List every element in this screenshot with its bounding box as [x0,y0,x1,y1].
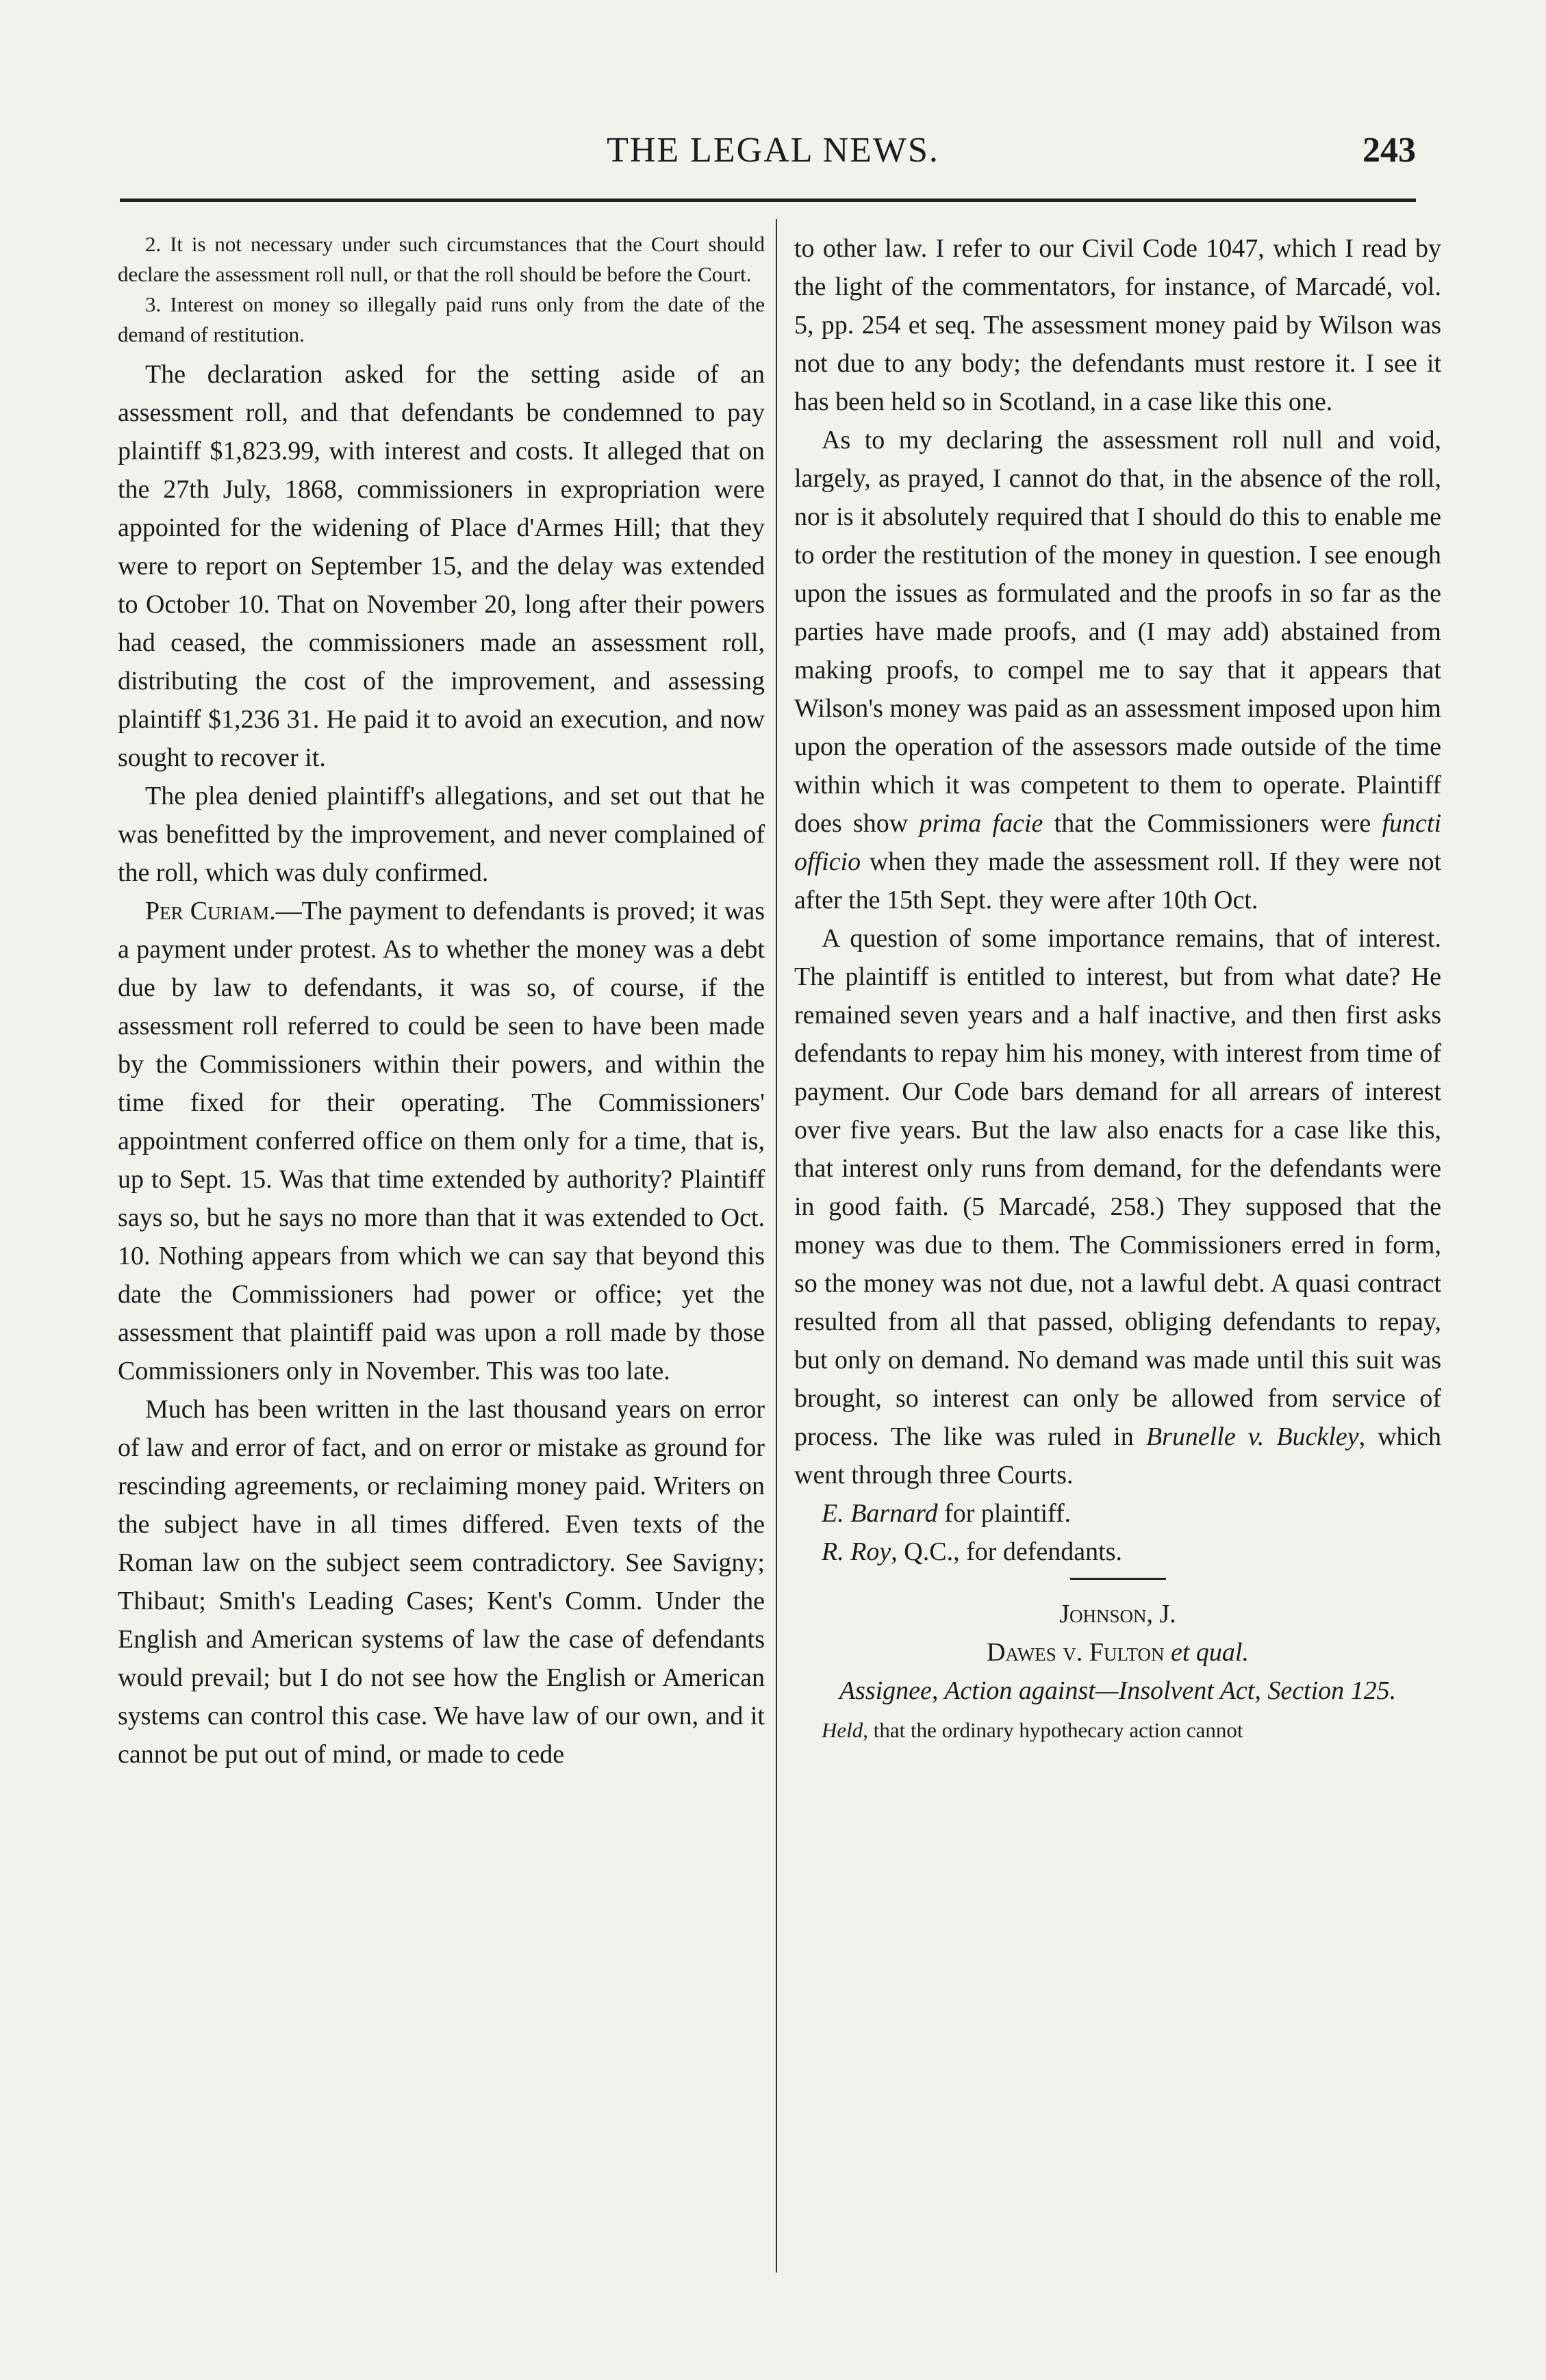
held-text: , that the ordinary hypothecary action cannot [863,1718,1243,1742]
left-column [118,229,765,1774]
case-qualifier: et qual. [1164,1638,1249,1667]
per-curiam-label: Per Curiam. [145,897,276,925]
counsel-defendants [794,1533,1441,1571]
holding-2: 2. It is not necessary under such circumstances that the Court should declare the assessment roll null, or that the roll should be before the Court. [118,232,765,286]
page-number: 243 [1363,131,1416,170]
judge-name: Johnson, J. [1059,1600,1176,1628]
prima-facie-text: prima facie [919,809,1043,838]
counsel-defendants-name: R. Roy [822,1537,891,1566]
case-title [794,1633,1441,1672]
section-divider [1070,1578,1166,1580]
counsel-plaintiff [794,1494,1441,1533]
assessment-text-2: that the Commissioners were [1043,809,1382,838]
case-citation: Brunelle v. Buckley [1145,1422,1359,1451]
per-curiam-paragraph [118,892,765,1390]
counsel-plaintiff-name: E. Barnard [822,1499,938,1528]
counsel-plaintiff-role: for plaintiff. [937,1499,1072,1528]
holding-3: 3. Interest on money so illegally paid runs only from the date of the demand of restitution. [118,292,765,346]
per-curiam-text: —The payment to defendants is proved; it was a payment under protest. As to whether the money was a debt due by law to defendants, it was so, of course, if the assessment roll referred to could be seen to have been made by the Commissioners within their powers, and within the time fixed for their operating. The Commissioners' appointment conferred office on them only for a time, that is, up to Sept. 15. Was that time extended by authority? Plaintiff says so, but he says no more than that it was extended to Oct. 10. Nothing appears from which we can say that beyond this date the Commissioners had power or office; yet the assessment that plaintiff paid was upon a roll made by those Commissioners only in November. This was too late. [118,897,765,1385]
assessment-roll-paragraph [794,421,1441,919]
held-label: Held [822,1718,863,1742]
held-paragraph [794,1715,1441,1745]
case-subject-text: Assignee, Action against—Insolvent Act, Section 125. [839,1676,1397,1705]
error-of-law-paragraph: Much has been written in the last thousand years on error of law and error of fact, and on error or mistake as ground for rescinding agreements, or reclaiming money paid. Writers on the subject have in all times differed. Even texts of the Roman law on the subject seem contradictory. See Savigny; Thibaut; Smith's Leading Cases; Kent's Comm. Under the English and American systems of law the case of defendants would prevail; but I do not see how the English or American systems can control this case. We have law of our own, and it cannot be put out of mind, or made to cede [118,1395,765,1769]
interest-paragraph [794,919,1441,1494]
plea-paragraph: The plea denied plaintiff's allegations, and set out that he was benefitted by the improvement, and never complained of the roll, which was duly confirmed. [118,782,765,887]
declaration-paragraph: The declaration asked for the setting aside of an assessment roll, and that defendants be condemned to pay plaintiff $1,823.99, with interest and costs. It alleged that on the 27th July, 1868, commissioners in expropriation were appointed for the widening of Place d'Armes Hill; that they were to report on September 15, and the delay was extended to October 10. That on November 20, long after their powers had ceased, the commissioners made an assessment roll, distributing the cost of the improvement, and assessing plaintiff $1,236 31. He paid it to avoid an execution, and now sought to recover it. [118,360,765,772]
assessment-text-1: As to my declaring the assessment roll null and void, largely, as prayed, I cannot do that, in the absence of the roll, nor is it absolutely required that I should do this to enable me to order the restitution of the money in question. I see enough upon the issues as formulated and the proofs in so far as the parties have made proofs, and (I may add) abstained from making proofs, to compel me to say that it appears that Wilson's money was paid as an assessment imposed upon him upon the operation of the assessors made outside of the time within which it was competent to them to operate. Plaintiff does show [794,426,1441,838]
case-parties: Dawes v. Fulton [987,1638,1165,1667]
counsel-defendants-role: , Q.C., for defendants. [891,1537,1122,1566]
assessment-text-3: when they made the assessment roll. If they were not after the 15th Sept. they were after 10th Oct. [794,847,1441,914]
page-header [130,130,1416,185]
column-separator [776,219,777,2273]
header-rule [120,199,1416,202]
interest-text-2: , which went through three Courts. [794,1422,1441,1489]
right-column [794,229,1441,1745]
case-subject [794,1672,1441,1710]
interest-text-1: A question of some importance remains, that of interest. The plaintiff is entitled to interest, but from what date? He remained seven years and a half inactive, and then first asks defendants to repay him his money, with interest from time of payment. Our Code bars demand for all arrears of interest over five years. But the law also enacts for a case like this, that interest only runs from demand, for the defendants were in good faith. (5 Marcadé, 258.) They supposed that the money was due to them. The Commissioners erred in form, so the money was not due, not a lawful debt. A quasi contract resulted from all that passed, obliging defendants to repay, but only on demand. No demand was made until this suit was brought, so interest can only be allowed from service of process. The like was ruled in [794,924,1441,1451]
civil-code-paragraph: to other law. I refer to our Civil Code 1047, which I read by the light of the commentators, for instance, of Marcadé, vol. 5, pp. 254 et seq. The assessment money paid by Wilson was not due to any body; the defendants must restore it. I see it has been held so in Scotland, in a case like this one. [794,234,1441,416]
functi-officio-text: functi officio [794,809,1442,876]
journal-title: THE LEGAL NEWS. [607,131,939,170]
